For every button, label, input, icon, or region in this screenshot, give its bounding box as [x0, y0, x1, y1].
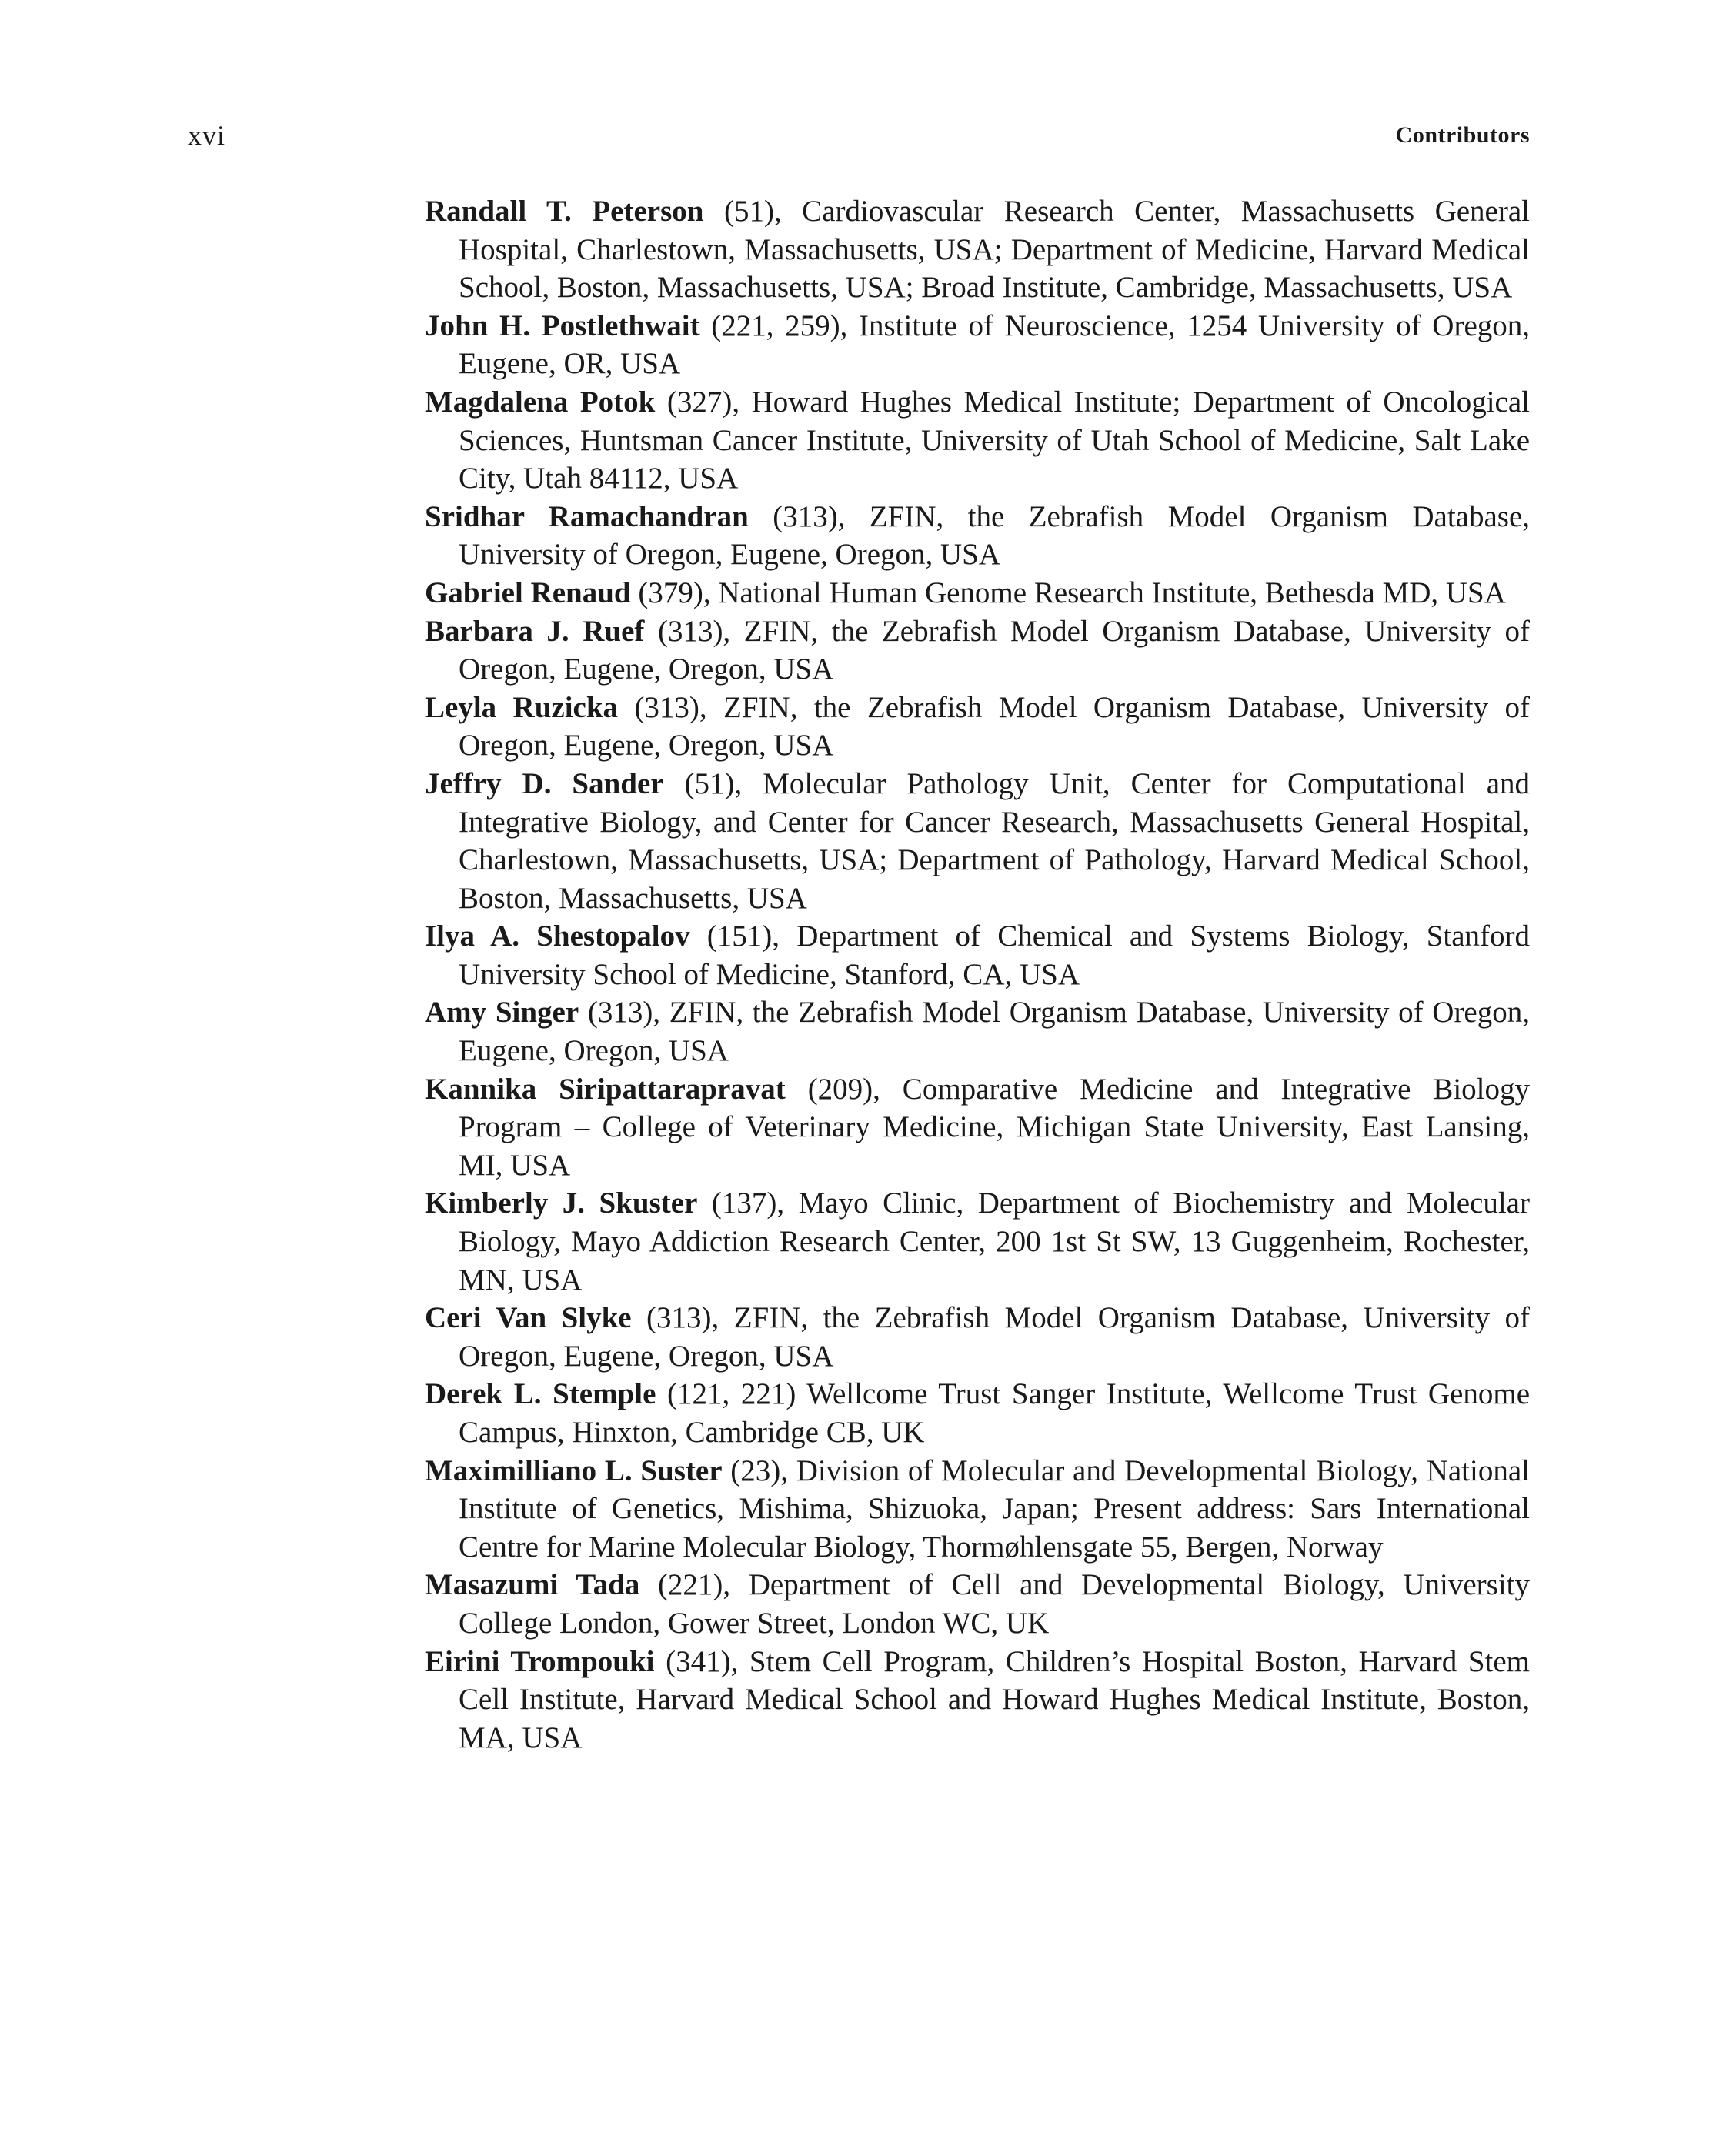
- contributor-details: (221), Department of Cell and Developmental Biology, University College London, Gower Street, London WC, UK: [459, 1568, 1531, 1640]
- contributor-entry: [425, 1643, 1530, 1757]
- contributor-details: (341), Stem Cell Program, Children’s Hospital Boston, Harvard Stem Cell Institute, Harvard Medical School and Howard Hughes Medical Institute, Boston, MA, USA: [459, 1644, 1531, 1754]
- contributor-details: (137), Mayo Clinic, Department of Biochemistry and Molecular Biology, Mayo Addiction Research Center, 200 1st St SW, 13 Guggenheim, Rochester, MN, USA: [459, 1186, 1530, 1297]
- contributor-entry: [425, 993, 1530, 1070]
- contributor-name: Ilya A. Shestopalov: [425, 919, 690, 953]
- contributor-entry: [425, 689, 1530, 765]
- contributor-details: (313), ZFIN, the Zebrafish Model Organism Database, University of Oregon, Eugene, Oregon, USA: [459, 614, 1530, 686]
- contributor-entry: [425, 1375, 1530, 1451]
- contributor-entry: [425, 1452, 1530, 1567]
- contributor-entry: [425, 1070, 1530, 1185]
- contributor-name: Barbara J. Ruef: [425, 614, 645, 648]
- contributor-list: [425, 192, 1530, 1757]
- contributor-entry: [425, 1184, 1530, 1299]
- contributor-details: (23), Division of Molecular and Developmental Biology, National Institute of Genetics, Mishima, Shizuoka, Japan; Present address: Sars International Centre for Marine Molecular Biology, Thormøhlensgate 55, Bergen, Norway: [459, 1453, 1531, 1564]
- contributor-entry: [425, 1299, 1530, 1375]
- contributor-details: (121, 221) Wellcome Trust Sanger Institute, Wellcome Trust Genome Campus, Hinxton, Cambridge CB, UK: [459, 1377, 1530, 1449]
- contributor-entry: [425, 612, 1530, 689]
- running-head: Contributors: [1395, 122, 1530, 148]
- contributor-details: (379), National Human Genome Research Institute, Bethesda MD, USA: [638, 576, 1506, 609]
- contributor-details: (151), Department of Chemical and Systems Biology, Stanford University School of Medicine, Stanford, CA, USA: [459, 919, 1531, 991]
- contributor-name: Masazumi Tada: [425, 1568, 640, 1602]
- contributor-entry: [425, 307, 1530, 383]
- contributor-name: Randall T. Peterson: [425, 195, 704, 228]
- page-number: xvi: [188, 120, 226, 151]
- contributor-name: Jeffry D. Sander: [425, 766, 664, 800]
- contributor-details: (221, 259), Institute of Neuroscience, 1254 University of Oregon, Eugene, OR, USA: [459, 309, 1530, 381]
- contributor-name: Leyla Ruzicka: [425, 690, 619, 724]
- contributor-name: Sridhar Ramachandran: [425, 499, 749, 533]
- contributor-details: (327), Howard Hughes Medical Institute; Department of Oncological Sciences, Huntsman Cancer Institute, University of Utah School of Medicine, Salt Lake City, Utah 84112, USA: [459, 385, 1530, 496]
- contributor-details: (209), Comparative Medicine and Integrative Biology Program – College of Veterinary Medicine, Michigan State University, East Lansing, MI, USA: [459, 1072, 1531, 1182]
- contributor-name: Amy Singer: [425, 996, 579, 1030]
- contributor-details: (51), Cardiovascular Research Center, Massachusetts General Hospital, Charlestown, Massachusetts, USA; Department of Medicine, Harvard Medical School, Boston, Massachusetts, USA; Broad Institute, Cambridge, Massachusetts, USA: [459, 195, 1530, 305]
- contributor-name: Kannika Siripattarapravat: [425, 1072, 786, 1106]
- contributor-entry: [425, 574, 1530, 612]
- contributor-name: Magdalena Potok: [425, 385, 656, 419]
- contributor-entry: [425, 192, 1530, 307]
- contributor-entry: [425, 383, 1530, 498]
- contributor-name: Gabriel Renaud: [425, 576, 631, 609]
- contributor-entry: [425, 498, 1530, 574]
- contributor-details: (313), ZFIN, the Zebrafish Model Organism Database, University of Oregon, Eugene, Oregon, USA: [459, 996, 1530, 1068]
- contributor-name: Ceri Van Slyke: [425, 1301, 632, 1335]
- contributor-name: John H. Postlethwait: [425, 309, 700, 342]
- contributor-details: (313), ZFIN, the Zebrafish Model Organism Database, University of Oregon, Eugene, Oregon, USA: [459, 499, 1531, 572]
- contributor-entry: [425, 765, 1530, 917]
- contributor-details: (51), Molecular Pathology Unit, Center for Computational and Integrative Biology, and Center for Cancer Research, Massachusetts General Hospital, Charlestown, Massachusetts, USA; Department of Pathology, Harvard Medical School, Boston, Massachusetts, USA: [459, 766, 1531, 915]
- contributor-name: Eirini Trompouki: [425, 1644, 655, 1678]
- contributor-name: Kimberly J. Skuster: [425, 1186, 698, 1220]
- contributor-entry: [425, 1566, 1530, 1642]
- contributor-details: (313), ZFIN, the Zebrafish Model Organism Database, University of Oregon, Eugene, Oregon, USA: [459, 1301, 1531, 1373]
- contributor-name: Maximilliano L. Suster: [425, 1453, 723, 1487]
- contributor-details: (313), ZFIN, the Zebrafish Model Organism Database, University of Oregon, Eugene, Oregon, USA: [459, 690, 1530, 763]
- contributor-name: Derek L. Stemple: [425, 1377, 656, 1411]
- contributor-entry: [425, 917, 1530, 993]
